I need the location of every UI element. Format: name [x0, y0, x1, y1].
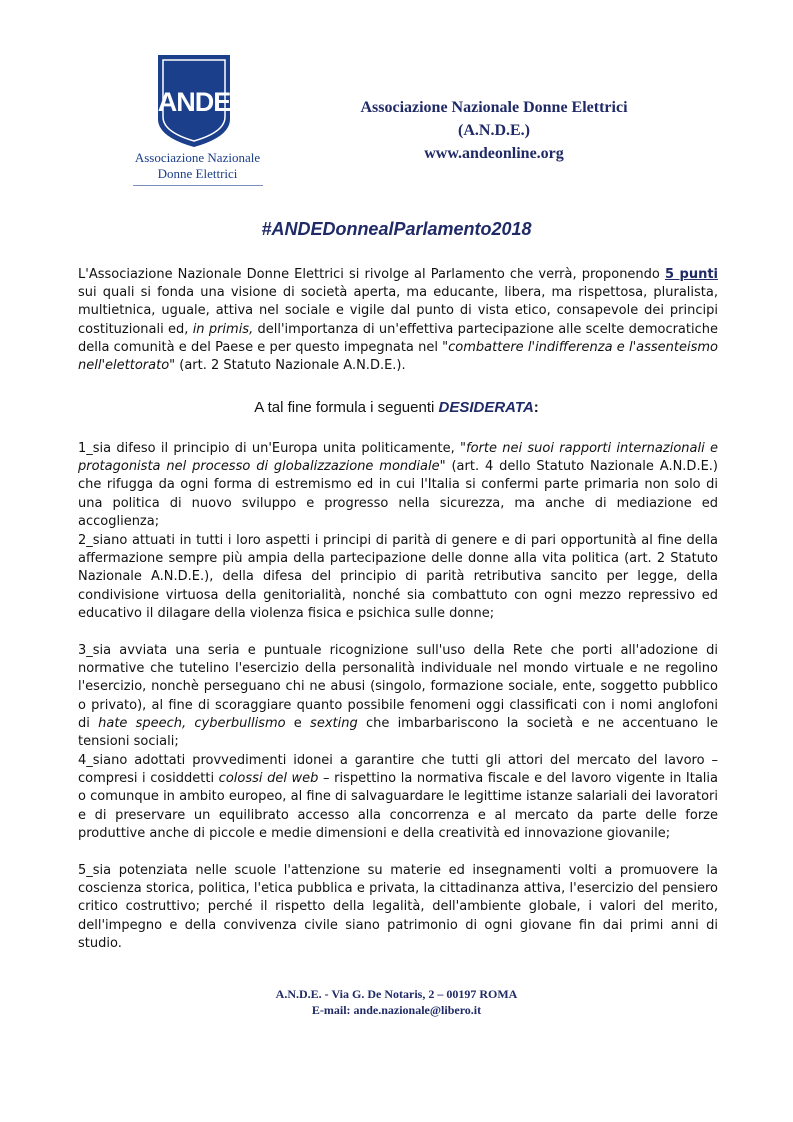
intro-text-4: (art. 2 Statuto Nazionale A.N.D.E.).	[175, 358, 406, 374]
point-1-quote: "forte nei suoi rapporti internazionali e protagonista nel processo di globalizzazione mondiale"	[78, 441, 718, 475]
point-3-italic-2: sexting	[310, 715, 358, 731]
point-1-text-a: 1_sia difeso il principio di un'Europa unita politicamente,	[78, 441, 461, 456]
desiderata-heading	[0, 399, 793, 416]
org-website[interactable]: www.andeonline.org	[424, 145, 564, 162]
footer	[0, 986, 793, 1018]
campaign-hashtag: #ANDEDonnealParlamento2018	[261, 219, 532, 239]
point-5-text: 5_sia potenziata nelle scuole l'attenzione su materie ed insegnamenti volti a promuovere la coscienza storica, politica, l'etica pubblica e privata, la cittadinanza attiva, l'esercizio del pensiero critico costruttivo; perché il rispetto della legalità, dell'ambiente globale, i valori del merito, dell'impegno e della convivenza civile siano patrimonio di ogni giovane fin dai primi anni di studio.	[78, 863, 718, 951]
five-points-highlight: 5 punti	[664, 267, 719, 282]
footer-email[interactable]: E-mail: ande.nazionale@libero.it	[311, 1003, 482, 1017]
desiderata-colon: :	[533, 399, 539, 416]
point-2	[78, 532, 718, 623]
footer-address: A.N.D.E. - Via G. De Notaris, 2 – 00197 ROMA	[275, 987, 518, 1001]
intro-text-1: L'Associazione Nazionale Donne Elettrici si rivolge al Parlamento che verrà, proponendo	[78, 267, 665, 282]
point-5	[78, 862, 718, 953]
point-3-text-c: che imbarbariscono la società e ne accentuano le tensioni sociali;	[78, 715, 719, 750]
point-3-text-a: 3_sia avviata una seria e puntuale ricognizione sull'uso della Rete che porti all'adozione di normative che tutelino l'esercizio della personalità individuale nel mondo virtuale e ne regolino l'esercizio, nonchè perseguano chi ne abusi (singolo, formazione sociale, ente, soggetto pubblico o privato), al fine di scoraggiare quanto possibile fenomeni oggi classificati con i nomi anglofoni di	[78, 643, 718, 731]
ande-shield-icon	[156, 53, 232, 149]
point-3-text-b: e	[285, 715, 311, 731]
org-acronym: (A.N.D.E.)	[458, 122, 530, 139]
point-4-italic: colossi del web	[218, 771, 319, 787]
logo-mark: ANDE	[157, 87, 231, 117]
intro-paragraph	[78, 266, 718, 375]
intro-text-3: dell'importanza di un'effettiva partecipazione alle scelte democratiche della comunità e del Paese e per questo impegnata nel	[78, 321, 718, 355]
desiderata-lead: A tal fine formula i seguenti	[254, 399, 439, 416]
point-1	[78, 440, 718, 531]
point-4	[78, 752, 718, 843]
point-2-text: 2_siano attuati in tutti i loro aspetti i principi di parità di genere e di pari opportunità al fine della affermazione sempre più ampia della partecipazione delle donne alla vita politica (art. 2 Statuto Nazionale A.N.D.E.), della difesa del principio di parità retributiva sancito per legge, della condivisione virtuosa della genitorialità, nonché sia combattuto con ogni mezzo repressivo ed educativo il dilagare della violenza fisica e psichica sulle donne;	[78, 533, 718, 621]
ande-logo	[125, 50, 270, 188]
point-4-text-b: – rispettino la normativa fiscale e del lavoro vigente in Italia o comunque in ambito europeo, al fine di salvaguardare le legittime istanze salariali dei lavoratori e di preservare un equilibrato accesso alla concorrenza e al mercato da parte delle forze produttive anche di piccole e medie dimensioni e della creatività ed innovazione giovanile;	[78, 771, 718, 841]
point-3-italic-1: hate speech, cyberbullismo	[98, 715, 286, 731]
org-name: Associazione Nazionale Donne Elettrici	[360, 99, 628, 116]
point-4-text-a: 4_siano adottati provvedimenti idonei a garantire che tutti gli attori del mercato del lavoro – compresi i cosiddetti	[78, 753, 718, 787]
point-3	[78, 642, 718, 751]
logo-divider	[133, 185, 263, 186]
desiderata-keyword: DESIDERATA	[438, 399, 534, 416]
point-1-text-b: (art. 4 dello Statuto Nazionale A.N.D.E.) che rifugga da ogni forma di estremismo ed in cui l'Italia si confermi parte primaria non solo di una politica di nuovo sviluppo e progresso nella sicurezza, ma anche di mediazione ed accoglienza;	[78, 459, 718, 529]
logo-caption	[125, 150, 270, 182]
letterhead	[315, 96, 673, 165]
intro-text-2: sui quali si fonda una visione di società aperta, ma educante, libera, ma rispettosa, pluralista, multietnica, uguale, attiva nel sociale e vigile dal punto di vista etico, consapevole dei principi costituzionali ed,	[78, 285, 718, 337]
logo-name-line1: Associazione Nazionale	[134, 150, 261, 165]
logo-name-line2: Donne Elettrici	[157, 166, 238, 181]
intro-italic-1: in primis,	[192, 321, 254, 337]
intro-quote: "combattere l'indifferenza e l'assenteismo nell'elettorato"	[78, 339, 718, 374]
